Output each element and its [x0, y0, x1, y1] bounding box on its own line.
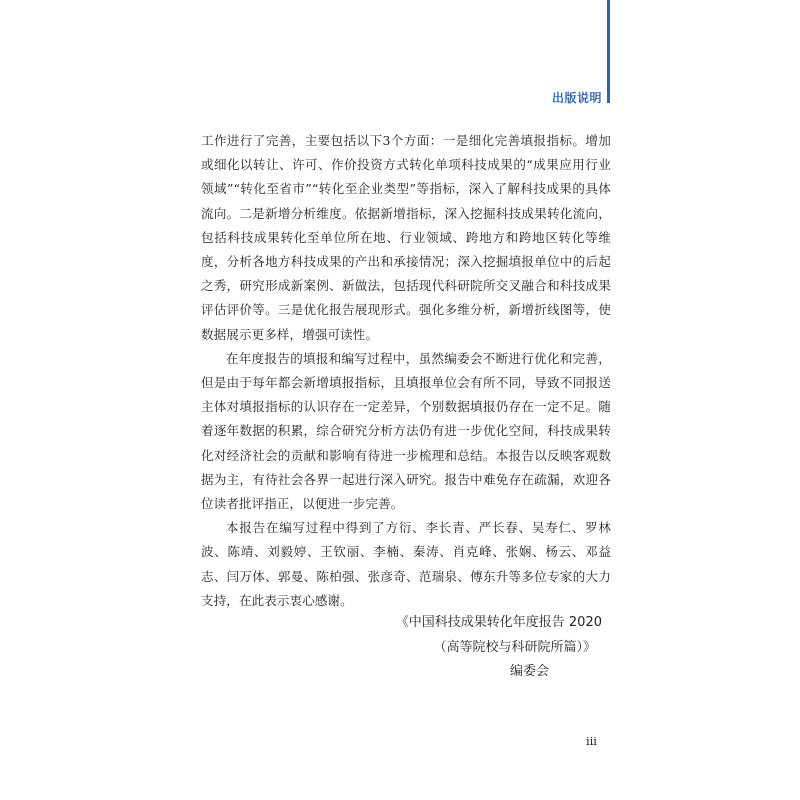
- signature-block: [262, 611, 602, 685]
- section-header: 出版说明: [551, 91, 602, 105]
- body-text: [201, 129, 611, 613]
- page-number: iii: [585, 734, 597, 748]
- signature-report-title: 《中国科技成果转化年度报告 2020: [395, 615, 602, 630]
- paragraph-1: 工作进行了完善，主要包括以下3个方面：一是细化完善填报指标。增加或细化以转让、许可、作价投资方式转化单项科技成果的“成果应用行业领域”“转化至省市”“转化至企业类型”等指标，深入了解科技成果的具体流向。二是新增分析维度。依据新增指标，深入挖掘科技成果转化流向，包括科技成果转化至单位所在地、行业领域、跨地方和跨地区转化等维度，分析各地方科技成果的产出和承接情况；深入挖掘填报单位中的后起之秀，研究形成新案例、新做法，包括现代科研院所交叉融合和科技成果评估评价等。三是优化报告展现形式。强化多维分析，新增折线图等，使数据展示更多样，增强可读性。: [201, 133, 611, 342]
- signature-committee: 编委会: [509, 664, 549, 679]
- paragraph-2: 在年度报告的填报和编写过程中，虽然编委会不断进行优化和完善，但是由于每年都会新增填报指标，且填报单位会有所不同，导致不同报送主体对填报指标的认识存在一定差异，个别数据填报仍存在一定不足。随着逐年数据的积累，综合研究分析方法仍有进一步优化空间，科技成果转化对经济社会的贡献和影响有待进一步梳理和总结。本报告以反映客观数据为主，有待社会各界一起进行深入研究。报告中难免存在疏漏，欢迎各位读者批评指正，以便进一步完善。: [201, 350, 611, 512]
- blue-edge-bar: [607, 0, 610, 103]
- paragraph-3: 本报告在编写过程中得到了方衍、李长青、严长春、吴寿仁、罗林波、陈靖、刘毅婷、王钦丽、李楠、秦涛、肖克峰、张娴、杨云、邓益志、闫万体、郭曼、陈柏强、张彦奇、范瑞泉、傅东升等多位专家的大力支持，在此表示衷心感谢。: [201, 520, 611, 608]
- signature-report-subtitle: （高等院校与科研院所篇）》: [433, 639, 596, 655]
